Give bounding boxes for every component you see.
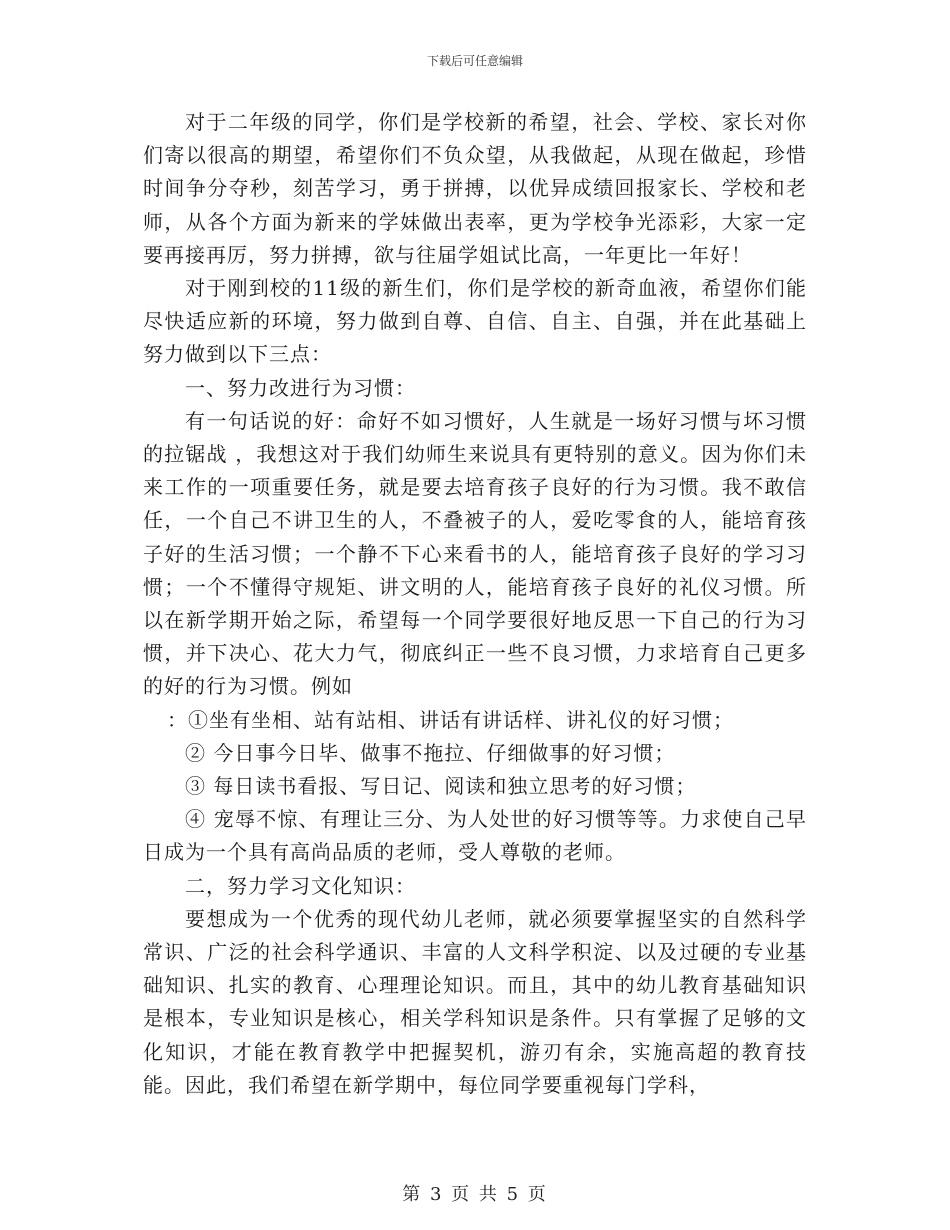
list-item-habit-2: ② 今日事今日毕、做事不拖拉、仔细做事的好习惯； (185, 740, 676, 765)
paragraph-habits: 有一句话说的好：命好不如习惯好，人生就是一场好习惯与坏习惯的拉锯战 ，我想这对于我们幼师生来说具有更特别的意义。因为你们未来工作的一项重要任务，就是要去培育孩子良好的行为习惯。我不敢信任，一个自己不讲卫生的人，不叠被子的人，爱吃零食的人，能培育孩子好的生活习惯；一个静不下心来看书的人，能培育孩子良好的学习习惯；一个不懂得守规矩、讲文明的人，能培育孩子良好的礼仪习惯。所以在新学期开始之际，希望每一个同学要很好地反思一下自己的行为习惯，并下决心、花大力气，彻底纠正一些不良习惯，力求培育自己更多的好的行为习惯。例如 (143, 408, 807, 699)
paragraph-knowledge: 要想成为一个优秀的现代幼儿老师，就必须要掌握坚实的自然科学常识、广泛的社会科学通识、丰富的人文科学积淀、以及过硬的专业基础知识、扎实的教育、心理理论知识。而且，其中的幼儿教育基础知识是根本，专业知识是核心，相关学科知识是条件。只有掌握了足够的文化知识，才能在教育教学中把握契机，游刃有余，实施高超的教育技能。因此，我们希望在新学期中，每位同学要重视每门学科， (143, 906, 807, 1097)
section-heading-habits: 一、努力改进行为习惯： (185, 375, 416, 400)
paragraph-grade-two: 对于二年级的同学，你们是学校新的希望，社会、学校、家长对你们寄以很高的期望，希望你们不负众望，从我做起，从现在做起，珍惜时间争分夺秒，刻苦学习，勇于拼搏，以优异成绩回报家长、学校和老师，从各个方面为新来的学妹做出表率，更为学校争光添彩，大家一定要再接再厉，努力拼搏，欲与往届学姐试比高，一年更比一年好！ (143, 110, 807, 267)
document-body (143, 106, 807, 1102)
section-heading-knowledge: 二，努力学习文化知识： (185, 873, 416, 898)
page-header: 下载后可任意编辑 (426, 54, 523, 68)
list-item-habit-4: ④ 宠辱不惊、有理让三分、为人处世的好习惯等等。力求使自己早日成为一个具有高尚品质的老师，受人尊敬的老师。 (143, 807, 807, 865)
paragraph-new-students: 对于刚到校的11级的新生们，你们是学校的新奇血液，希望你们能尽快适应新的环境，努力做到自尊、自信、自主、自强，并在此基础上努力做到以下三点： (143, 276, 807, 367)
page-number: 第 3 页 共 5 页 (402, 1184, 548, 1205)
list-item-habit-3: ③ 每日读书看报、写日记、阅读和独立思考的好习惯； (185, 774, 697, 799)
list-item-habit-1: ：①坐有坐相、站有站相、讲话有讲话样、讲礼仪的好习惯； (167, 707, 734, 732)
